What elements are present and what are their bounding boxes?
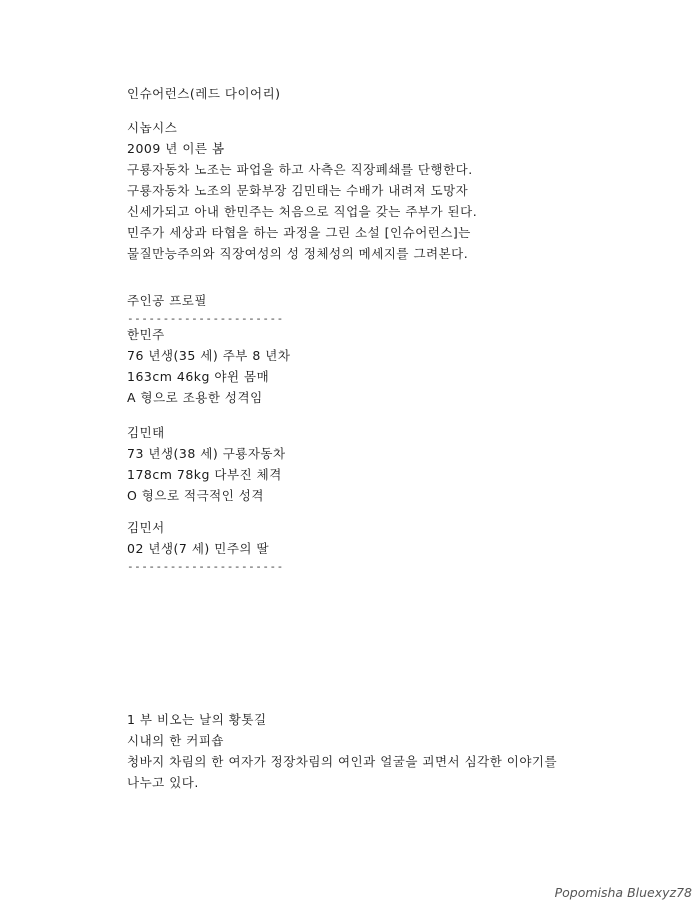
character-detail: A 형으로 조용한 성격임 <box>127 390 263 405</box>
character-name: 한민주 <box>127 327 165 342</box>
profile-heading: 주인공 프로필 <box>127 293 207 308</box>
synopsis-line: 구룡자동차 노조는 파업을 하고 사측은 직장폐쇄를 단행한다. <box>127 162 473 177</box>
synopsis-line: 물질만능주의와 직장여성의 성 정체성의 메세지를 그려본다. <box>127 246 469 261</box>
part1-line: 청바지 차림의 한 여자가 정장차림의 여인과 얼굴을 괴면서 심각한 이야기를 <box>127 754 558 769</box>
synopsis-line: 구룡자동차 노조의 문화부장 김민태는 수배가 내려져 도망자 <box>127 183 469 198</box>
synopsis-line: 신세가되고 아내 한민주는 처음으로 직업을 갖는 주부가 된다. <box>127 204 478 219</box>
profile-divider-top: ---------------------- <box>127 312 284 325</box>
part1-line: 나누고 있다. <box>127 775 199 790</box>
character-detail: O 형으로 적극적인 성격 <box>127 488 264 503</box>
character-detail: 02 년생(7 세) 민주의 딸 <box>127 541 270 556</box>
character-detail: 73 년생(38 세) 구룡자동차 <box>127 446 286 461</box>
synopsis-line: 2009 년 이른 봄 <box>127 141 225 156</box>
character-detail: 163cm 46kg 야윈 몸매 <box>127 369 270 384</box>
synopsis-heading: 시놉시스 <box>127 120 178 135</box>
part1-line: 시내의 한 커피숍 <box>127 733 224 748</box>
part1-line: 1 부 비오는 날의 황톳길 <box>127 712 267 727</box>
watermark-text: Popomisha Bluexyz78 <box>554 885 692 900</box>
character-detail: 178cm 78kg 다부진 체격 <box>127 467 282 482</box>
profile-divider-bottom: ---------------------- <box>127 560 284 573</box>
character-detail: 76 년생(35 세) 주부 8 년차 <box>127 348 291 363</box>
document-title: 인슈어런스(레드 다이어리) <box>127 86 281 101</box>
character-name: 김민서 <box>127 520 165 535</box>
character-name: 김민태 <box>127 425 165 440</box>
synopsis-line: 민주가 세상과 타협을 하는 과정을 그린 소설 [인슈어런스]는 <box>127 225 471 240</box>
